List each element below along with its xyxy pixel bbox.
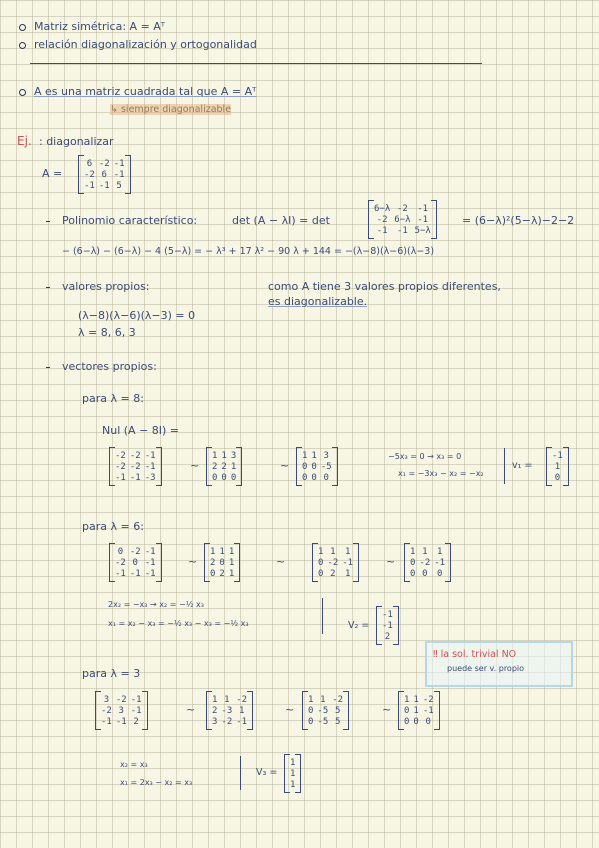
matrix-cell: 1 xyxy=(436,546,443,557)
matrix-cell: 0 xyxy=(221,472,227,483)
matrix-8-step1 xyxy=(115,450,156,483)
case-3-title: para λ = 3 xyxy=(82,667,141,680)
matrix-cell: -2 xyxy=(101,705,112,716)
matrix-cell: -1 xyxy=(342,557,354,568)
matrix-cell: 1 xyxy=(212,450,218,461)
matrix-cell: 1 xyxy=(221,450,227,461)
matrix-cell: 2 xyxy=(212,461,218,472)
matrix-cell: 1 xyxy=(302,450,308,461)
matrix-cell: 1 xyxy=(212,694,218,705)
case-3-eq1: x₂ = x₃ xyxy=(120,760,148,769)
case-6-title: para λ = 6: xyxy=(82,520,144,533)
matrix-cell: 1 xyxy=(219,546,225,557)
matrix-cell: -2 xyxy=(327,557,339,568)
matrix-cell: -1 xyxy=(130,694,142,705)
matrix-cell: 0 xyxy=(308,716,314,727)
case-8-eq2: x₁ = −3x₃ − x₂ = −x₂ xyxy=(398,469,484,478)
dash-icon xyxy=(46,367,50,368)
matrix-cell: 0 xyxy=(311,461,317,472)
matrix-a xyxy=(84,158,125,191)
matrix-cell: 0 xyxy=(554,472,561,483)
matrix-cell: 1 xyxy=(320,694,326,705)
matrix-cell: 0 xyxy=(323,472,329,483)
matrix-cell: -1 xyxy=(417,214,429,225)
matrix-cell: 3 xyxy=(118,705,124,716)
case-6-eq2: x₁ = x₂ − x₃ = −½ x₃ − x₃ = −½ x₃ xyxy=(108,619,249,628)
matrix-cell: 1 xyxy=(238,705,245,716)
matrix-cell: -2 xyxy=(84,169,95,180)
matrix-cell: 6−λ xyxy=(394,214,411,225)
v2-label: V₂ = xyxy=(348,620,370,631)
header-item-1: Matriz simétrica: A = Aᵀ xyxy=(34,20,166,33)
matrix-cell: 3 xyxy=(103,694,110,705)
matrix-cell: -1 xyxy=(129,568,141,579)
separator xyxy=(322,598,323,634)
matrix-cell: 2 xyxy=(330,568,336,579)
matrix-cell: 1 xyxy=(330,546,336,557)
matrix-cell: -2 xyxy=(129,546,141,557)
matrix-cell: 5−λ xyxy=(414,225,431,236)
matrix-cell: 0 xyxy=(212,472,218,483)
v3-label: V₃ = xyxy=(256,767,278,778)
v1-label: v₁ = xyxy=(512,460,533,471)
matrix-cell: 1 xyxy=(413,705,419,716)
matrix-cell: 0 xyxy=(210,568,216,579)
eigen-comment-2: es diagonalizable. xyxy=(268,295,368,308)
matrix-cell: 5 xyxy=(334,705,341,716)
matrix-cell: 1 xyxy=(224,694,230,705)
matrix-cell: 1 xyxy=(228,568,235,579)
matrix-cell: -1 xyxy=(144,568,156,579)
matrix-cell: 1 xyxy=(554,461,561,472)
matrix-cell: -1 xyxy=(422,705,434,716)
matrix-cell: 1 xyxy=(230,461,237,472)
eigen-comment-1: como A tiene 3 valores propios diferentes, xyxy=(268,280,501,293)
matrix-cell: 5 xyxy=(334,716,341,727)
header-item-2: relación diagonalización y ortogonalidad xyxy=(34,38,257,51)
matrix-cell: 1 xyxy=(344,546,351,557)
equivalent-icon: ~ xyxy=(186,703,196,716)
poly-expansion: − (6−λ) − (6−λ) − 4 (5−λ) = − λ³ + 17 λ² − 90 λ + 144 = −(λ−8)(λ−6)(λ−3) xyxy=(62,246,435,257)
equivalent-icon: ~ xyxy=(285,703,295,716)
matrix-cell: -1 xyxy=(382,620,393,631)
nul-label: Nul (A − 8I) = xyxy=(102,424,180,437)
case-3-eq2: x₁ = 2x₃ − x₂ = x₃ xyxy=(120,778,193,787)
matrix-cell: 1 xyxy=(228,557,235,568)
equivalent-icon: ~ xyxy=(386,555,396,568)
bullet-icon xyxy=(19,24,26,31)
equivalent-icon: ~ xyxy=(276,555,286,568)
matrix-cell: 1 xyxy=(318,546,324,557)
matrix-cell: -3 xyxy=(144,472,156,483)
definition: A es una matriz cuadrada tal que A = Aᵀ xyxy=(34,85,257,98)
matrix-cell: 0 xyxy=(410,557,416,568)
matrix-cell: -2 xyxy=(129,450,141,461)
matrix-3-step1 xyxy=(101,694,142,727)
matrix-8-step3 xyxy=(302,450,332,483)
matrix-cell: 0 xyxy=(219,557,225,568)
matrix-cell: 0 xyxy=(311,472,317,483)
matrix-cell: -5 xyxy=(317,716,329,727)
matrix-cell: 3 xyxy=(212,716,218,727)
matrix-cell: 0 xyxy=(413,716,419,727)
equivalent-icon: ~ xyxy=(280,459,290,472)
eigen-equation: (λ−8)(λ−6)(λ−3) = 0 xyxy=(78,309,196,322)
matrix-cell: -5 xyxy=(320,461,332,472)
case-8-title: para λ = 8: xyxy=(82,392,144,405)
matrix-cell: 0 xyxy=(422,568,428,579)
separator xyxy=(504,448,505,484)
matrix-cell: 1 xyxy=(422,546,428,557)
example-label: Ej. xyxy=(17,134,32,148)
matrix-cell: 0 xyxy=(404,716,410,727)
note-line-2: puede ser v. propio xyxy=(447,664,525,673)
matrix-cell: 0 xyxy=(117,546,124,557)
eigenvector-v1 xyxy=(552,450,563,483)
poly-rhs: = (6−λ)²(5−λ)−2−2 xyxy=(462,214,575,227)
matrix-cell: 1 xyxy=(210,546,216,557)
eigenvector-v2 xyxy=(382,609,393,642)
matrix-cell: -1 xyxy=(236,716,248,727)
matrix-cell: -1 xyxy=(98,180,110,191)
matrix-cell: -2 xyxy=(98,158,110,169)
matrix-cell: 0 xyxy=(308,705,314,716)
matrix-cell: 6−λ xyxy=(374,203,391,214)
matrix-cell: -1 xyxy=(417,203,429,214)
matrix-cell: -1 xyxy=(115,568,126,579)
matrix-cell: -1 xyxy=(396,225,408,236)
matrix-cell: 2 xyxy=(133,716,139,727)
matrix-cell: -2 xyxy=(115,450,126,461)
matrix-cell: -2 xyxy=(332,694,344,705)
matrix-cell: -1 xyxy=(101,716,112,727)
matrix-name: A = xyxy=(42,167,63,180)
matrix-a-minus-lambda xyxy=(374,203,431,236)
matrix-cell: -1 xyxy=(113,158,125,169)
matrix-cell: -1 xyxy=(144,546,156,557)
matrix-cell: 1 xyxy=(308,694,314,705)
matrix-cell: -2 xyxy=(236,694,248,705)
matrix-cell: -2 xyxy=(221,716,233,727)
matrix-cell: 2 xyxy=(221,461,227,472)
poly-det: det (A − λI) = det xyxy=(232,214,330,227)
matrix-cell: 0 xyxy=(302,472,308,483)
matrix-cell: -1 xyxy=(115,472,126,483)
matrix-8-step2 xyxy=(212,450,236,483)
matrix-cell: 0 xyxy=(404,705,410,716)
matrix-cell: -2 xyxy=(422,694,434,705)
eigen-values: λ = 8, 6, 3 xyxy=(78,326,136,339)
matrix-cell: 2 xyxy=(384,631,391,642)
dash-icon xyxy=(46,287,50,288)
matrix-cell: -2 xyxy=(129,461,141,472)
matrix-cell: 0 xyxy=(318,557,324,568)
divider xyxy=(30,63,482,64)
matrix-cell: 2 xyxy=(210,557,216,568)
matrix-cell: 1 xyxy=(311,450,317,461)
note-line-1: ‼ la sol. trivial NO xyxy=(433,649,517,660)
bullet-icon xyxy=(19,42,26,49)
poly-title: Polinomio característico: xyxy=(62,214,198,227)
example-task: : diagonalizar xyxy=(39,135,114,148)
matrix-cell: 0 xyxy=(425,716,431,727)
eigenvalues-title: valores propios: xyxy=(62,280,150,293)
matrix-cell: 1 xyxy=(290,757,296,768)
eigenvectors-title: vectores propios: xyxy=(62,360,157,373)
case-6-eq1: 2x₂ = −x₃ → x₂ = −½ x₃ xyxy=(108,600,204,609)
matrix-cell: 3 xyxy=(323,450,329,461)
matrix-cell: 0 xyxy=(436,568,443,579)
matrix-cell: 5 xyxy=(116,180,122,191)
matrix-3-step4 xyxy=(404,694,434,727)
matrix-6-step3 xyxy=(318,546,353,579)
matrix-cell: -2 xyxy=(376,214,388,225)
case-8-eq1: −5x₃ = 0 → x₃ = 0 xyxy=(388,452,462,461)
matrix-6-step4 xyxy=(410,546,445,579)
matrix-cell: 0 xyxy=(302,461,308,472)
matrix-6-step1 xyxy=(115,546,156,579)
matrix-cell: 1 xyxy=(413,694,419,705)
matrix-cell: -2 xyxy=(396,203,408,214)
equivalent-icon: ~ xyxy=(188,555,198,568)
matrix-cell: 1 xyxy=(290,779,296,790)
matrix-cell: 1 xyxy=(410,546,416,557)
matrix-cell: 1 xyxy=(344,568,351,579)
matrix-cell: -1 xyxy=(130,705,142,716)
matrix-cell: -5 xyxy=(317,705,329,716)
matrix-cell: -1 xyxy=(382,609,393,620)
matrix-cell: -2 xyxy=(419,557,431,568)
bullet-icon xyxy=(19,89,26,96)
equivalent-icon: ~ xyxy=(190,459,200,472)
matrix-3-step2 xyxy=(212,694,247,727)
dash-icon xyxy=(46,221,50,222)
matrix-cell: 0 xyxy=(132,557,138,568)
matrix-cell: -1 xyxy=(434,557,446,568)
definition-note: ↳ siempre diagonalizable xyxy=(110,104,232,115)
matrix-cell: 2 xyxy=(212,705,218,716)
matrix-cell: -2 xyxy=(115,557,126,568)
matrix-cell: 2 xyxy=(219,568,225,579)
separator xyxy=(240,756,241,790)
equivalent-icon: ~ xyxy=(382,703,392,716)
matrix-cell: 3 xyxy=(230,450,237,461)
matrix-6-step2 xyxy=(210,546,234,579)
eigenvector-v3 xyxy=(290,757,295,790)
matrix-cell: 6 xyxy=(101,169,107,180)
matrix-cell: 0 xyxy=(410,568,416,579)
matrix-cell: -1 xyxy=(84,180,95,191)
matrix-3-step3 xyxy=(308,694,343,727)
matrix-cell: -1 xyxy=(552,450,563,461)
matrix-cell: 0 xyxy=(230,472,237,483)
matrix-cell: -3 xyxy=(221,705,233,716)
matrix-cell: 0 xyxy=(318,568,324,579)
matrix-cell: 6 xyxy=(86,158,93,169)
matrix-cell: -1 xyxy=(144,461,156,472)
matrix-cell: 1 xyxy=(228,546,235,557)
matrix-cell: -2 xyxy=(115,694,127,705)
matrix-cell: 1 xyxy=(404,694,410,705)
matrix-cell: -1 xyxy=(113,169,125,180)
matrix-cell: -1 xyxy=(129,472,141,483)
matrix-cell: -1 xyxy=(144,450,156,461)
matrix-cell: -1 xyxy=(144,557,156,568)
matrix-cell: -2 xyxy=(115,461,126,472)
matrix-cell: -1 xyxy=(376,225,388,236)
matrix-cell: -1 xyxy=(115,716,127,727)
matrix-cell: 1 xyxy=(290,768,296,779)
